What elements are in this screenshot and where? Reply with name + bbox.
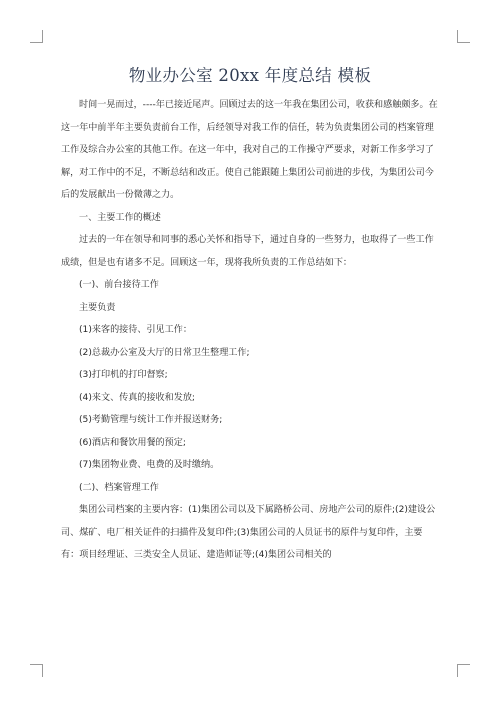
section-heading-overview: 一、主要工作的概述 [79,212,161,223]
subsection-heading-reception: (一)、前台接待工作 [79,280,159,290]
list-item-1: (1)来客的接待、引见工作： [79,325,192,335]
list-item-2: (2)总裁办公室及大厅的日常卫生整理工作; [79,347,250,358]
page-corner-mark-top-left [30,30,43,43]
page-corner-mark-bottom-left [30,664,43,677]
list-item-6: (6)酒店和餐饮用餐的预定; [79,437,186,448]
document-title: 物业办公室 20xx 年度总结 模板 [128,66,372,85]
document-body [61,94,440,567]
list-item-4: (4)来文、传真的接收和发放; [79,392,195,403]
list-item-3: (3)打印机的打印督察; [79,370,168,380]
list-item-7: (7)集团物业费、电费的及时缴纳。 [79,460,220,470]
intro-paragraph: 时间一晃而过，----年已接近尾声。回顾过去的这一年我在集团公司，收获和感触颇多。在这一年中前半年主要负责前台工作，后经领导对我工作的信任，转为负责集团公司的档案管理工作及综合办公室的其他工作。在这一年中，我对自己的工作操守严要求，对新工作多学习了解，对工作中的不足，不断总结和改正。使自己能跟随上集团公司前进的步伐，为集团公司今后的发展献出一份微薄之力。 [61,100,438,200]
list-item-5: (5)考勤管理与统计工作并报送财务; [79,415,223,425]
subsection-heading-archives: (二)、档案管理工作 [79,482,159,493]
page-corner-mark-top-right [457,30,470,43]
overview-paragraph: 过去的一年在领导和同事的悉心关怀和指导下，通过自身的一些努力，也取得了一些工作成绩，但是也有诸多不足。回顾这一年，现将我所负责的工作总结如下： [61,235,434,268]
archives-paragraph: 集团公司档案的主要内容：(1)集团公司以及下属路桥公司、房地产公司的原件;(2)建设公司、煤矿、电厂相关证件的扫描件及复印件;(3)集团公司的人员证书的原件与复印件，主要有：项目经理证、三类安全人员证、建造师证等;(4)集团公司相关的 [61,505,436,560]
page-corner-mark-bottom-right [457,664,470,677]
responsibilities-label: 主要负责 [79,302,116,313]
